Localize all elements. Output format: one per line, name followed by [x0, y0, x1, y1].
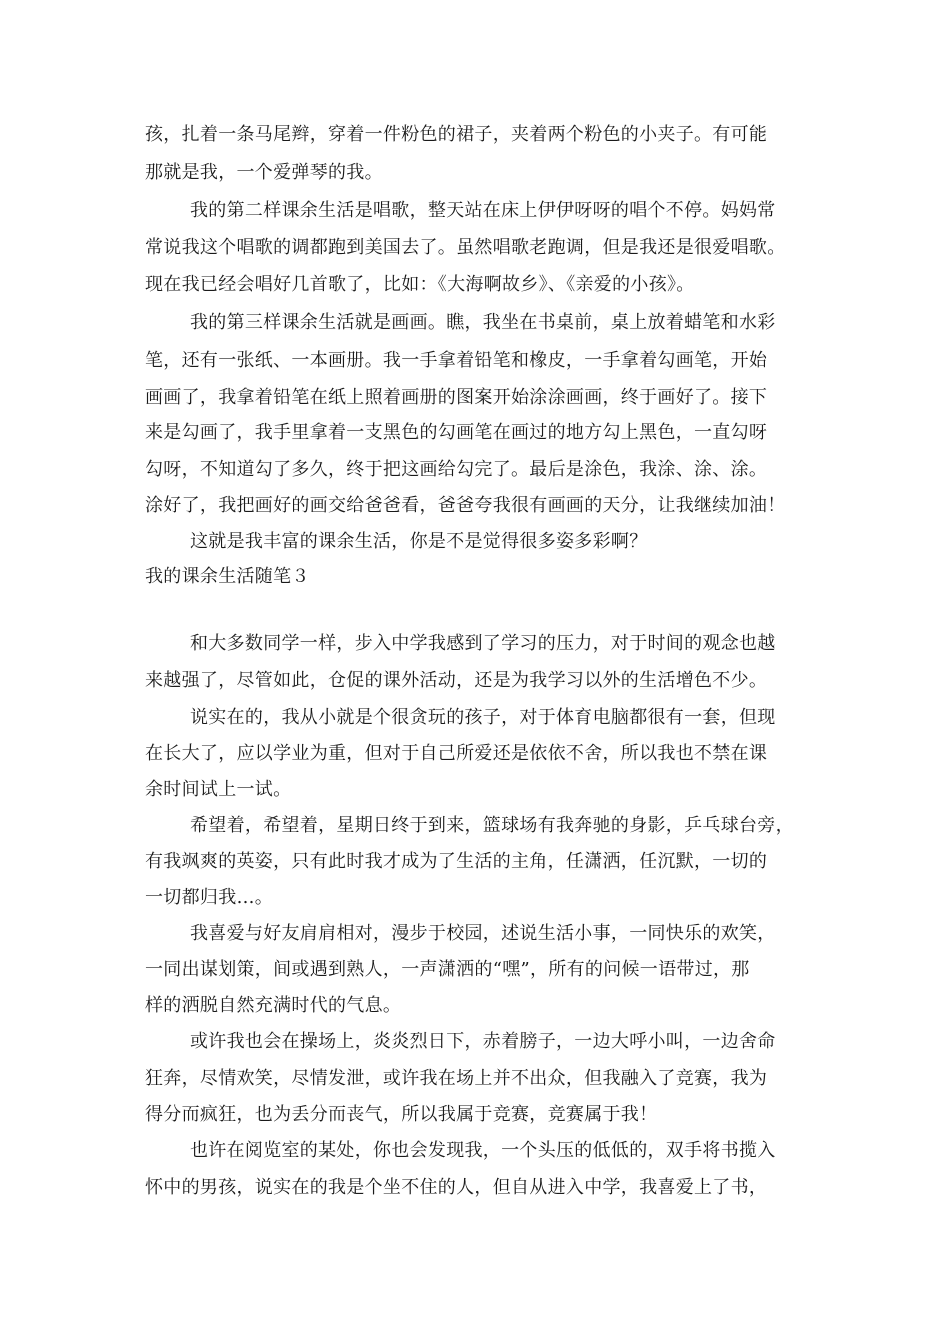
text-line: 怀中的男孩，说实在的我是个坐不住的人，但自从进入中学，我喜爱上了书，: [145, 1177, 768, 1198]
paragraph-start: 和大多数同学一样，步入中学我感到了学习的压力，对于时间的观念也越: [190, 633, 776, 654]
text-line: 来是勾画了，我手里拿着一支黑色的勾画笔在画过的地方勾上黑色，一直勾呀: [145, 422, 768, 443]
paragraph-start: 或许我也会在操场上，炎炎烈日下，赤着膀子，一边大呼小叫，一边舍命: [190, 1031, 776, 1052]
text-line: 得分而疯狂，也为丢分而丧气，所以我属于竞赛，竞赛属于我！: [145, 1104, 658, 1125]
text-line: 狂奔，尽情欢笑，尽情发泄，或许我在场上并不出众，但我融入了竞赛，我为: [145, 1068, 768, 1089]
text-line: 涂好了，我把画好的画交给爸爸看，爸爸夸我很有画画的天分，让我继续加油！: [145, 495, 786, 516]
text-line: 笔，还有一张纸、一本画册。我一手拿着铅笔和橡皮，一手拿着勾画笔，开始: [145, 350, 768, 371]
paragraph-start: 希望着，希望着，星期日终于到来，篮球场有我奔驰的身影，乒乓球台旁，: [190, 815, 794, 836]
text-line: 一切都归我…。: [145, 887, 274, 908]
paragraph-start: 我喜爱与好友肩肩相对，漫步于校园，述说生活小事，一同快乐的欢笑，: [190, 923, 776, 944]
paragraph-start: 也许在阅览室的某处，你也会发现我，一个头压的低低的，双手将书揽入: [190, 1140, 776, 1161]
text-line: 余时间试上一试。: [145, 779, 292, 800]
section-heading: 我的课余生活随笔３: [145, 566, 310, 587]
text-line: 在长大了，应以学业为重，但对于自己所爱还是依依不舍，所以我也不禁在课: [145, 743, 768, 764]
text-line: 勾呀，不知道勾了多久，终于把这画给勾完了。最后是涂色，我涂、涂、涂。: [145, 459, 768, 480]
text-line: 那就是我，一个爱弹琴的我。: [145, 162, 383, 183]
text-line: 常说我这个唱歌的调都跑到美国去了。虽然唱歌老跑调，但是我还是很爱唱歌。: [145, 237, 786, 258]
paragraph-start: 我的第二样课余生活是唱歌，整天站在床上伊伊呀呀的唱个不停。妈妈常: [190, 200, 776, 221]
paragraph-start: 我的第三样课余生活就是画画。瞧，我坐在书桌前，桌上放着蜡笔和水彩: [190, 312, 776, 333]
text-line: 现在我已经会唱好几首歌了，比如：《大海啊故乡》、《亲爱的小孩》。: [145, 274, 695, 295]
text-line: 有我飒爽的英姿，只有此时我才成为了生活的主角，任潇洒，任沉默，一切的: [145, 851, 768, 872]
text-line: 画画了，我拿着铅笔在纸上照着画册的图案开始涂涂画画，终于画好了。接下: [145, 387, 768, 408]
paragraph-start: 这就是我丰富的课余生活，你是不是觉得很多姿多彩啊？: [190, 531, 648, 552]
text-line: 样的洒脱自然充满时代的气息。: [145, 995, 402, 1016]
text-line: 孩，扎着一条马尾辫，穿着一件粉色的裙子，夹着两个粉色的小夹子。有可能: [145, 124, 768, 145]
text-line: 一同出谋划策，间或遇到熟人，一声潇洒的“嘿”，所有的问候一语带过，那: [145, 959, 750, 980]
paragraph-start: 说实在的，我从小就是个很贪玩的孩子，对于体育电脑都很有一套，但现: [190, 707, 776, 728]
text-line: 来越强了，尽管如此，仓促的课外活动，还是为我学习以外的生活增色不少。: [145, 670, 768, 691]
